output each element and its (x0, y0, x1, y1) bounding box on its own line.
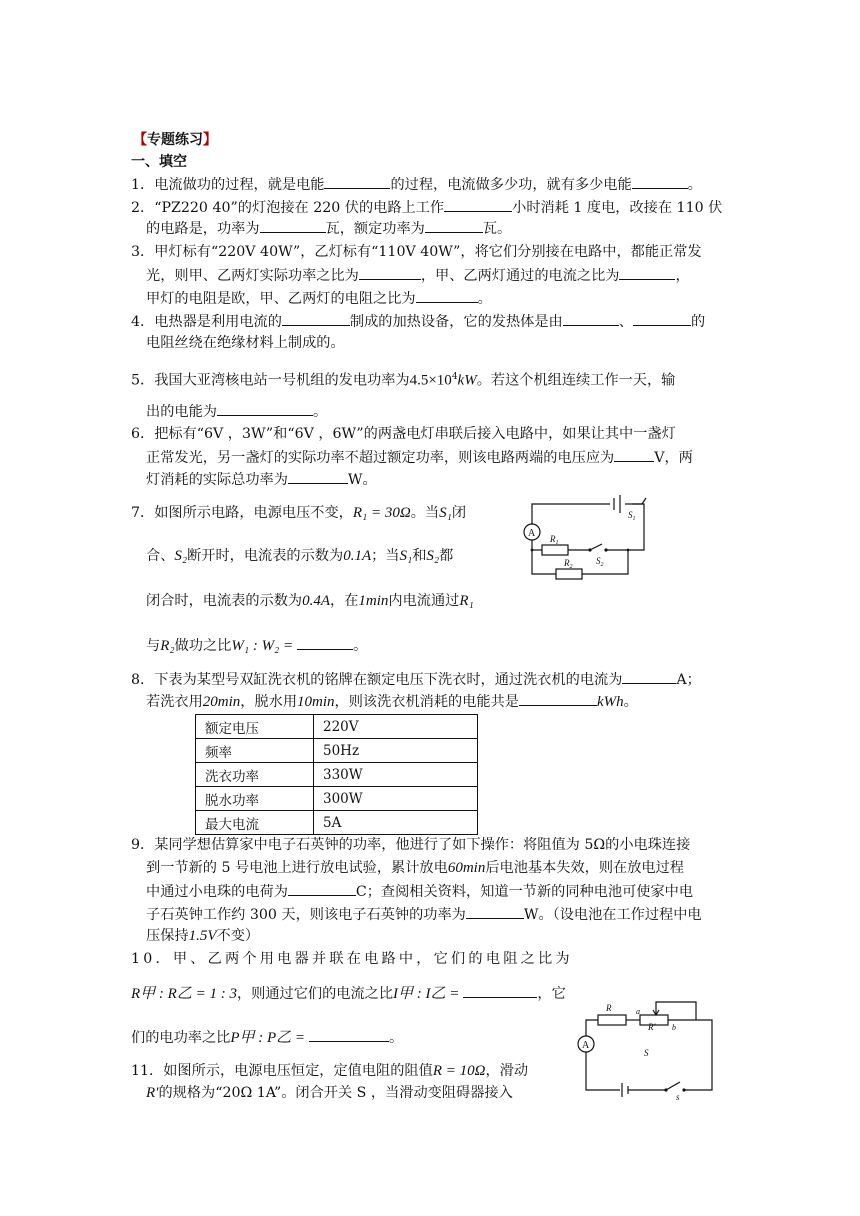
rprime-label: R′ (648, 1022, 656, 1032)
spec-table (195, 714, 478, 835)
r-label: R (606, 1003, 612, 1013)
question-3-line-2: 光，则甲、乙两灯实际功率之比为 ，甲、乙两灯通过的电流之比为 ， (146, 268, 690, 284)
question-9-line-4: 子石英钟工作约 300 天，则该电子石英钟的功率为 W。（设电池在工作过程中电 (146, 907, 702, 923)
question-8: 8．下表为某型号双缸洗衣机的铭牌在额定电压下洗衣时，通过洗衣机的电流为 A； (131, 672, 701, 688)
question-7-line-3: 闭合时，电流表的示数为0.4A，在1min内电流通过R₁ (146, 593, 474, 609)
table-row: 脱水功率 300W (196, 787, 478, 811)
question-10-line-3: 们的电功率之比P甲 : P乙 = 。 (131, 1030, 404, 1046)
switch-s-label: s (676, 1092, 680, 1100)
question-6-line-2: 正常发光，另一盏灯的实际功率不超过额定功率，则该电路两端的电压应为 V，两 (146, 450, 693, 466)
s1-label: $S_1$ (628, 510, 636, 522)
ammeter-label-q11: A (582, 1040, 590, 1051)
question-9: 9．某同学想估算家中电子石英钟的功率，他进行了如下操作：将阻值为 5Ω的小电珠连接 (131, 837, 691, 853)
table-row: 洗衣功率 330W (196, 763, 478, 787)
terminal-b-label: b (672, 1023, 676, 1032)
question-11-line-2: R′的规格为“20Ω 1A”。闭合开关 S ，当滑动变阻碍器接入 (146, 1085, 513, 1101)
question-8-line-2: 若洗衣用20min，脱水用10min，则该洗衣机消耗的电能共是 kWh。 (146, 694, 638, 710)
question-4: 4．电热器是利用电流的 制成的加热设备，它的发热体是由 、 的 (131, 314, 706, 330)
question-9-line-3: 中通过小电珠的电荷为 C；查阅相关资料，知道一节新的同种电池可使家中电 (146, 884, 694, 900)
question-6-line-3: 灯消耗的实际总功率为 W。 (146, 472, 377, 488)
question-3: 3．甲灯标有“220V 40W”，乙灯标有“110V 40W”，将它们分别接在电路中，都能正常发 (131, 244, 702, 260)
question-5: 5．我国大亚湾核电站一号机组的发电功率为$4.5\times 10^4kW$。若这个机组连续工作一天，输 (131, 372, 676, 389)
question-7: 7．如图所示电路，电源电压不变，R₁ = 30Ω。当S₁闭 (131, 505, 467, 521)
table-row: 最大电流 5A (196, 811, 478, 835)
question-9-line-5: 压保持1.5V不变） (146, 928, 260, 944)
question-2: 2．“PZ220 40”的灯泡接在 220 伏的电路上工作 小时消耗 1 度电，改接在 110 伏 (131, 200, 723, 216)
section-title: 【专题练习】 (133, 132, 217, 148)
question-1: 1．电流做功的过程，就是电能 的过程，电流做多少功，就有多少电能 。 (131, 177, 702, 193)
question-6: 6．把标有“6V ，3W”和“6V ，6W”的两盏电灯串联后接入电路中，如果让其中一盏灯 (131, 426, 676, 442)
question-5-line-2: 出的电能为 。 (146, 404, 328, 420)
question-2-line-2: 的电路是，功率为 瓦，额定功率为 瓦。 (146, 221, 512, 237)
question-7-line-2: 合、S₂断开时，电流表的示数为0.1A；当S₁和S₂都 (146, 548, 454, 564)
question-9-line-2: 到一节新的 5 号电池上进行放电试验，累计放电60min后电池基本失效，则在放电过程 (146, 860, 684, 876)
question-11: 11．如图所示，电源电压恒定，定值电阻的阻值R = 10Ω，滑动 (131, 1063, 529, 1079)
question-4-line-2: 电阻丝绕在绝缘材料上制成的。 (146, 335, 345, 351)
r1-label: $R_1$ (550, 534, 559, 546)
question-10: 10．甲、乙两个用电器并联在电路中，它们的电阻之比为 (131, 951, 573, 967)
ammeter-label: A (528, 528, 536, 539)
question-3-line-3: 甲灯的电阻是欧，甲、乙两灯的电阻之比为 。 (146, 291, 492, 307)
s2-label: $S_2$ (596, 556, 604, 568)
table-row: 额定电压 220V (196, 715, 478, 739)
question-10-line-2: R甲 : R乙 = 1 : 3，则通过它们的电流之比I甲 : I乙 = ，它 (131, 986, 566, 1002)
circuit-diagram-q7 (510, 494, 650, 604)
circuit-diagram-q11 (568, 996, 714, 1100)
terminal-a-label: a (636, 1007, 640, 1016)
table-row: 频率 50Hz (196, 739, 478, 763)
part-title: 一、填空 (131, 154, 187, 170)
r2-label: $R_2$ (564, 558, 573, 570)
question-7-line-4: 与R₂做功之比W₁ : W₂ = 。 (146, 638, 368, 654)
s-center-label: S (644, 1048, 649, 1058)
